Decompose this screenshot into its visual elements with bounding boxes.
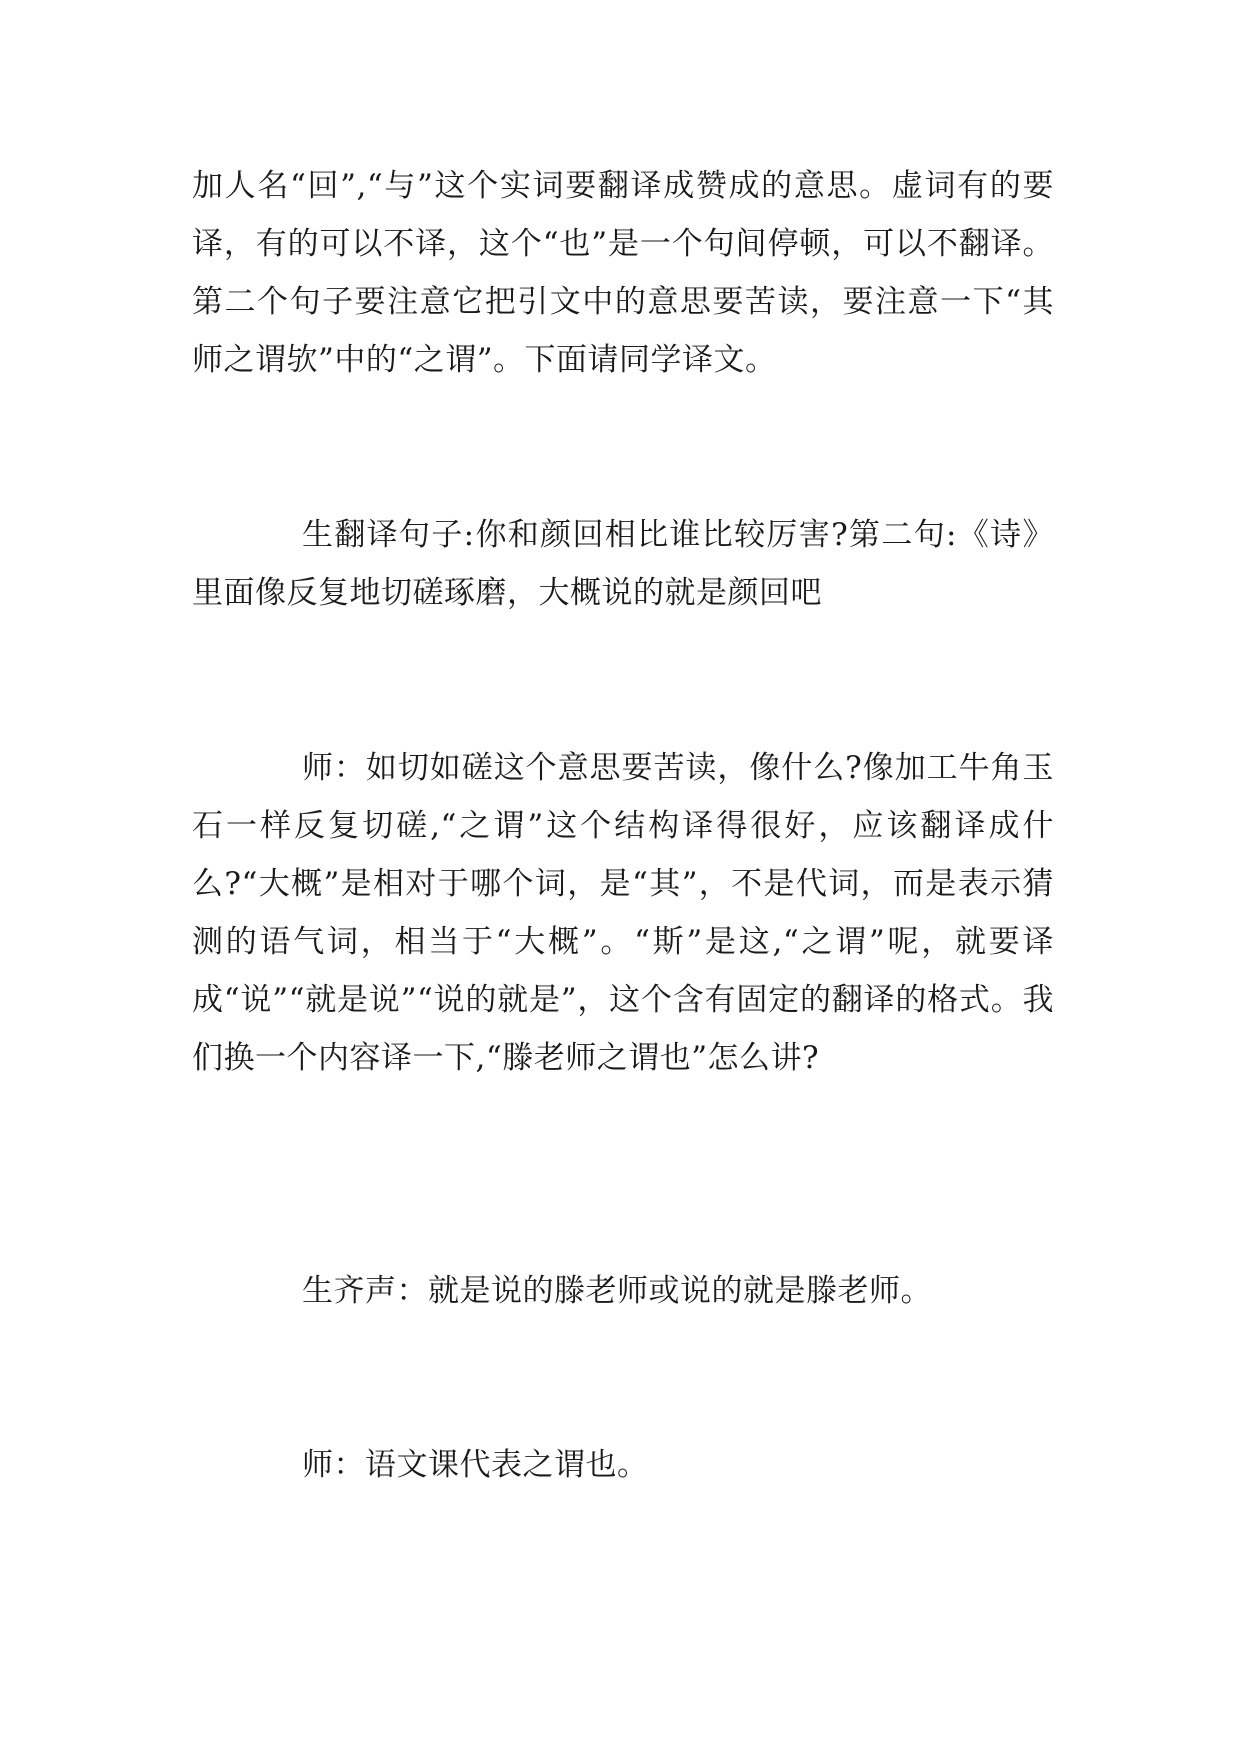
paragraph-teacher-explanation: 加人名“回”,“与”这个实词要翻译成赞成的意思。虚词有的要译，有的可以不译，这个“也”是一个句间停顿，可以不翻译。第二个句子要注意它把引文中的意思要苦读，要注意一下“其师之谓欤”中的“之谓”。下面请同学译文。: [192, 168, 1054, 378]
paragraph-students-chorus: 生齐声：就是说的滕老师或说的就是滕老师。: [302, 1273, 932, 1309]
paragraph-teacher-closing: 师：语文课代表之谓也。: [302, 1447, 649, 1483]
paragraph-teacher-discussion: 师：如切如磋这个意思要苦读，像什么?像加工牛角玉石一样反复切磋,“之谓”这个结构译得很好，应该翻译成什么?“大概”是相对于哪个词，是“其”，不是代词，而是表示猜测的语气词，相当于“大概”。“斯”是这,“之谓”呢，就要译成“说”“就是说”“说的就是”，这个含有固定的翻译的格式。我们换一个内容译一下,“滕老师之谓也”怎么讲?: [192, 750, 1054, 1076]
paragraph-student-translation: 生翻译句子:你和颜回相比谁比较厉害?第二句:《诗》里面像反复地切磋琢磨，大概说的就是颜回吧: [192, 517, 1054, 611]
